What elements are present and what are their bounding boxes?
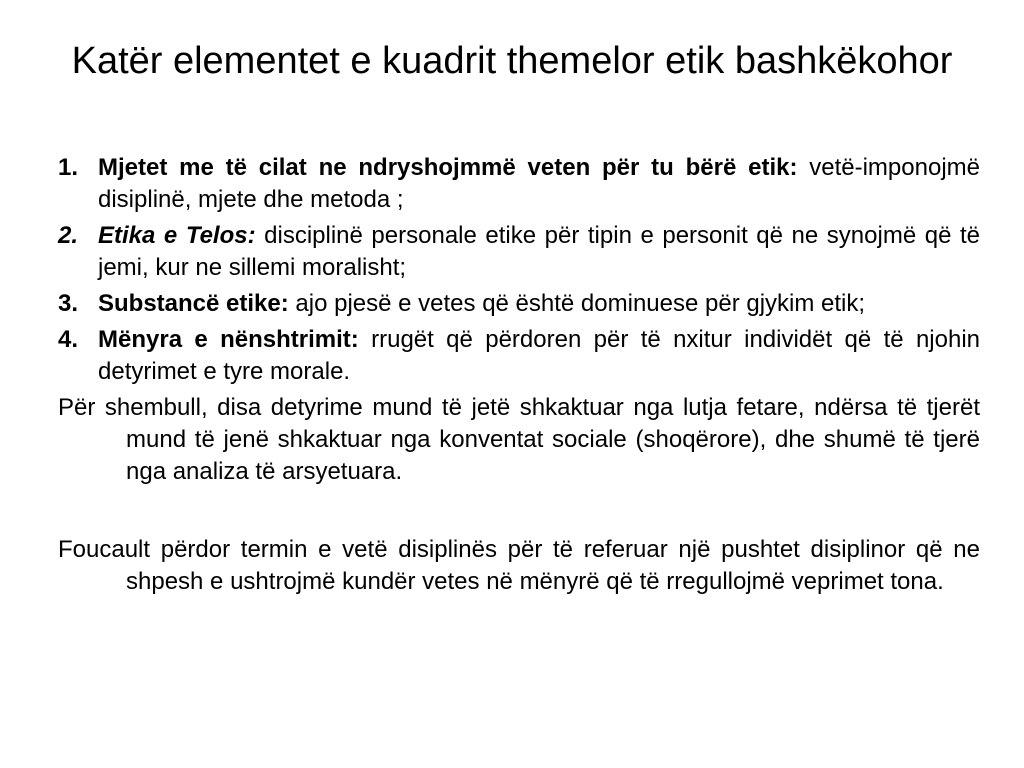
slide-body bbox=[58, 152, 980, 598]
example-paragraph: Për shembull, disa detyrime mund të jetë shkaktuar nga lutja fetare, ndërsa të tjerët mund të jenë shkaktuar nga konventat sociale (shoqërore), dhe shumë të tjerë nga analiza të arsyetuara. bbox=[58, 394, 980, 485]
foucault-paragraph: Foucault përdor termin e vetë disiplinës për të referuar një pushtet disiplinor që ne shpesh e ushtrojmë kundër vetes në mënyrë që të rregullojmë veprimet tona. bbox=[58, 536, 980, 595]
item-text: ajo pjesë e vetes që është dominuese për gjykim etik; bbox=[288, 290, 866, 317]
list-item bbox=[58, 288, 980, 320]
item-label: Etika e Telos: bbox=[98, 222, 256, 249]
list-number: 4. bbox=[58, 326, 79, 353]
slide-title: Katër elementet e kuadrit themelor etik bashkëkohor bbox=[71, 40, 953, 82]
list-number: 3. bbox=[58, 290, 79, 317]
list-number: 1. bbox=[58, 154, 79, 181]
item-label: Substancë etike: bbox=[98, 290, 289, 317]
elements-list bbox=[58, 152, 980, 388]
item-label: Mënyra e nënshtrimit: bbox=[98, 326, 359, 353]
item-text: disciplinë personale etike për tipin e personit që ne synojmë që të jemi, kur ne sillemi moralisht; bbox=[98, 222, 980, 281]
item-label: Mjetet me të cilat ne ndryshojmmë veten për tu bërë etik: bbox=[98, 154, 798, 181]
list-item bbox=[58, 152, 980, 216]
item-text: rrugët që përdoren për të nxitur individët që të njohin detyrimet e tyre morale. bbox=[98, 326, 980, 385]
item-text: vetë-imponojmë disiplinë, mjete dhe metoda ; bbox=[98, 154, 980, 213]
list-number: 2. bbox=[58, 222, 79, 249]
list-item bbox=[58, 220, 980, 284]
list-item bbox=[58, 324, 980, 388]
